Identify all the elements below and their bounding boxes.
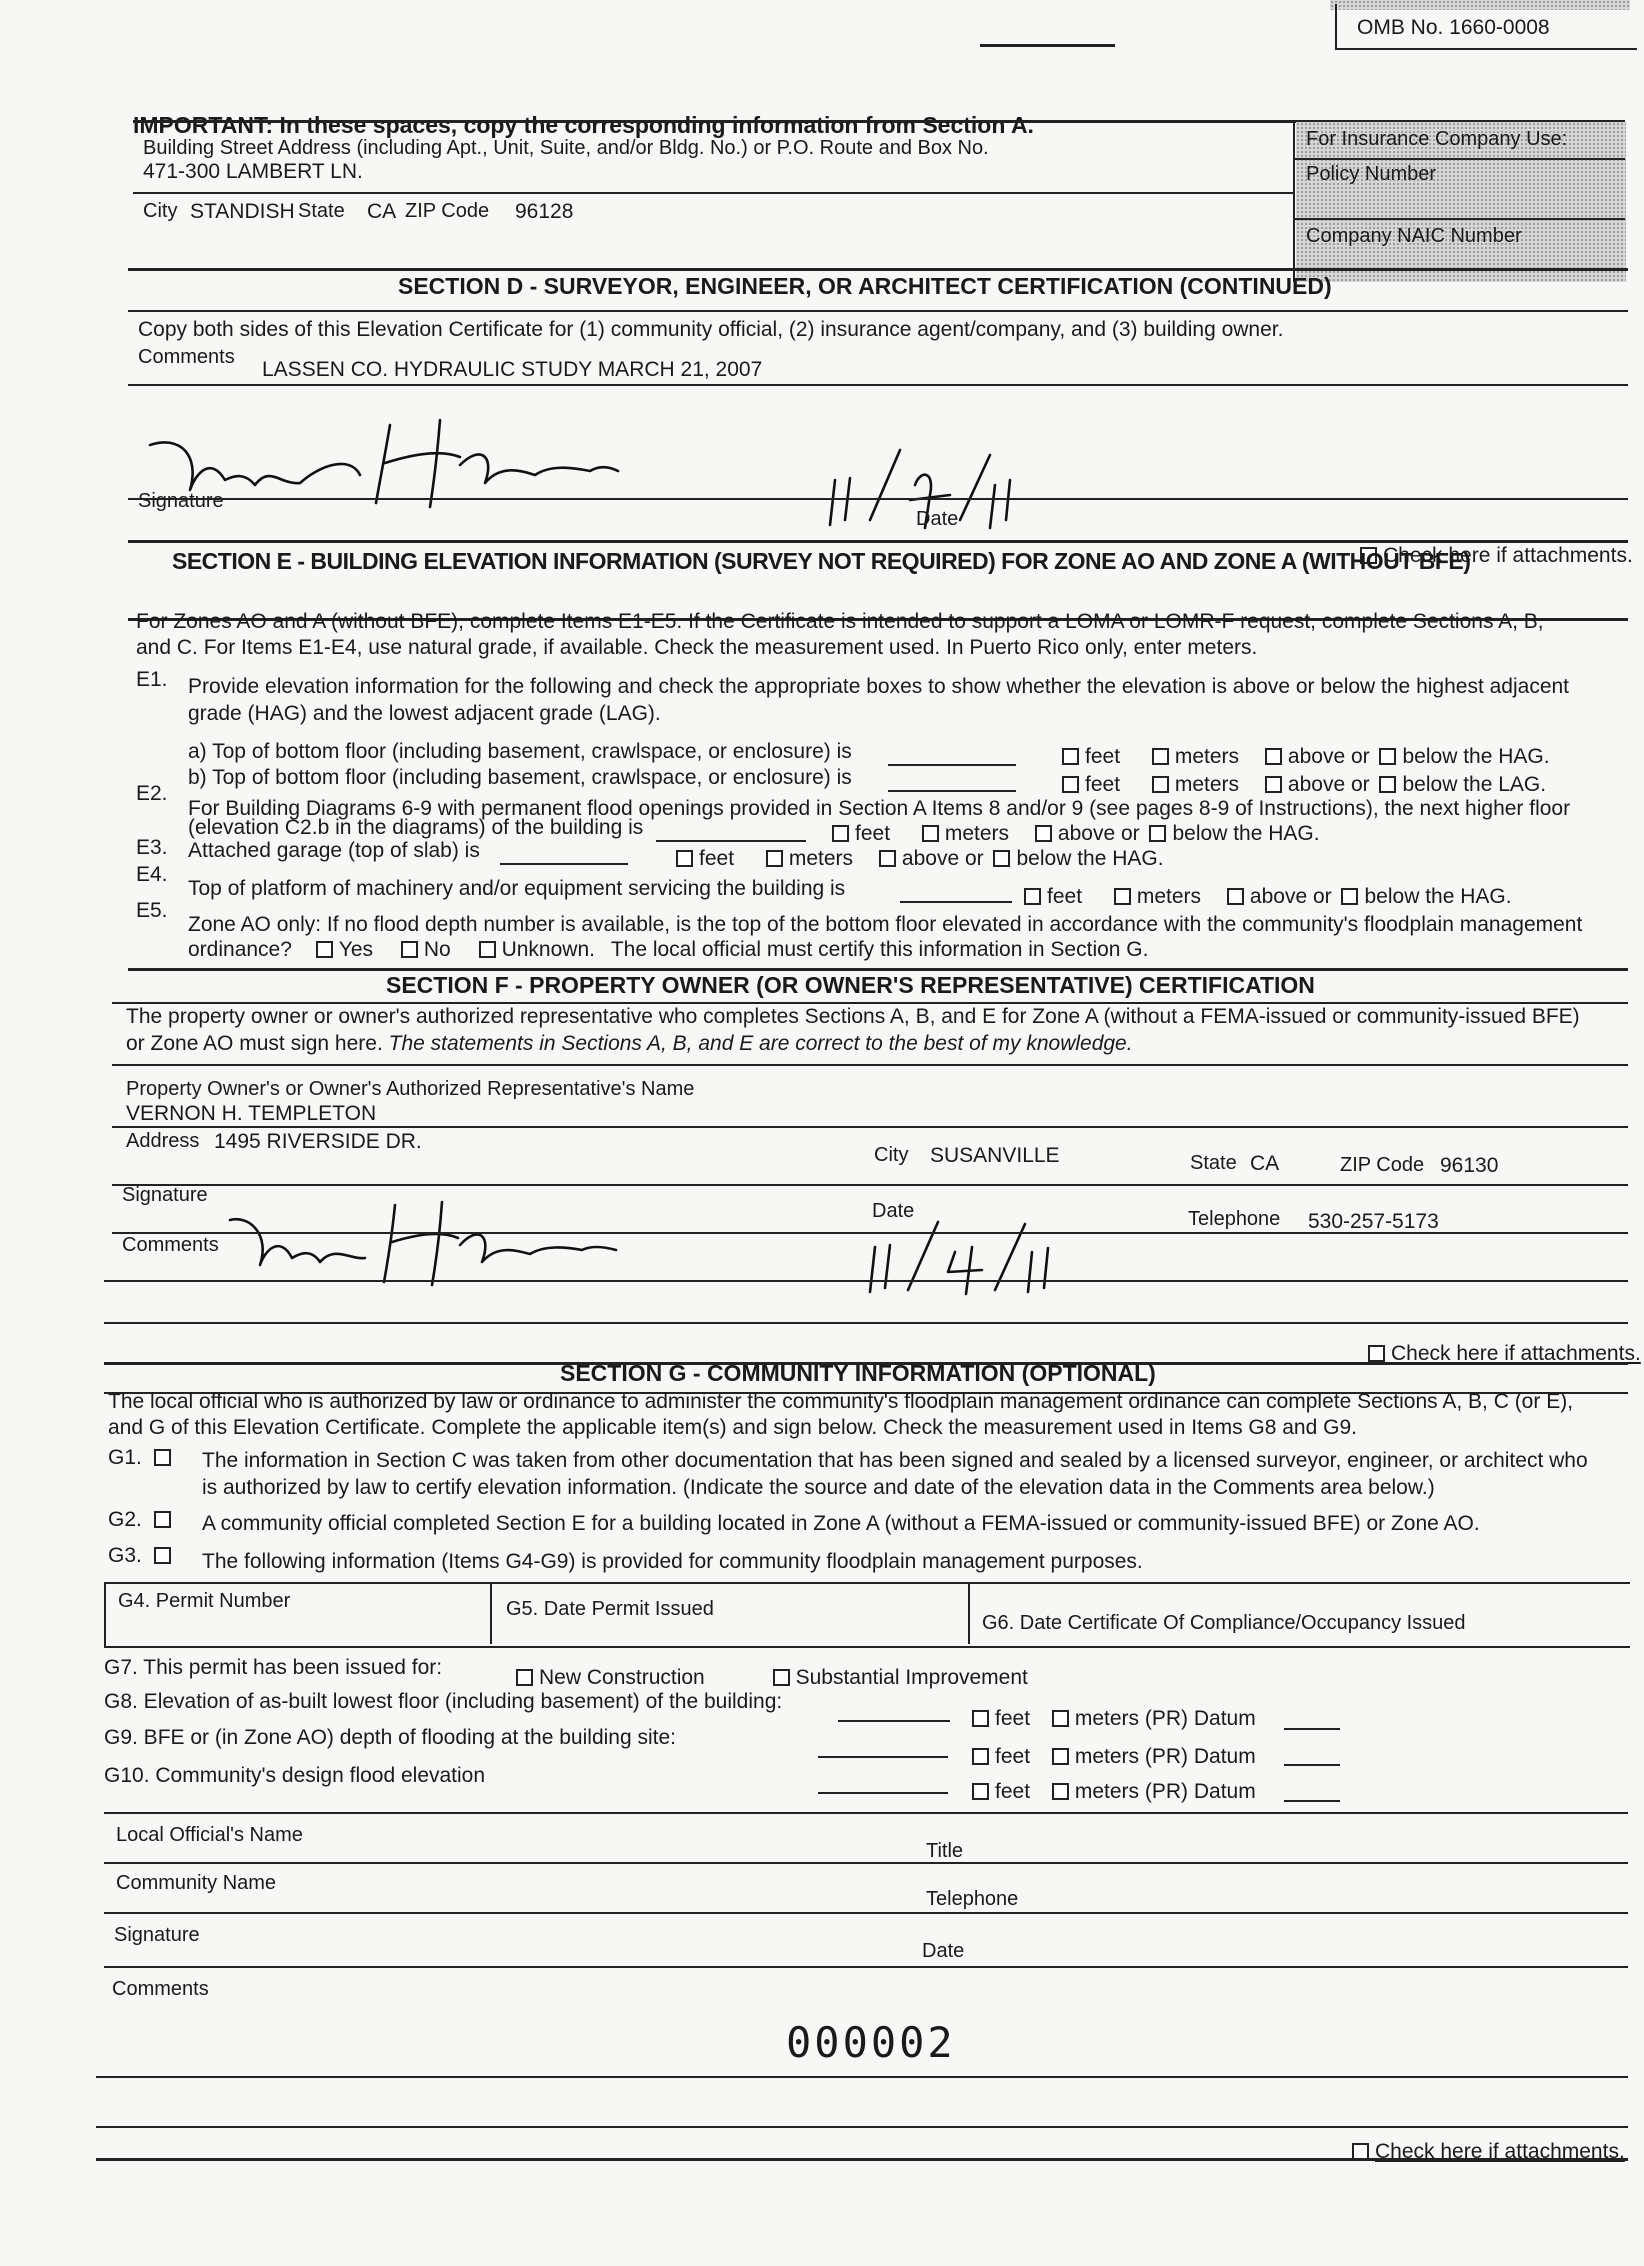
owner-state-label: State xyxy=(1190,1152,1237,1174)
section-f-date-image xyxy=(860,1212,1060,1297)
e3-above-label: above or xyxy=(901,847,984,870)
e1b-value-field[interactable] xyxy=(888,768,1016,792)
e5-yes-checkbox[interactable] xyxy=(316,941,333,958)
owner-zip-value: 96130 xyxy=(1440,1154,1499,1177)
substantial-improvement-label: Substantial Improvement xyxy=(795,1666,1028,1689)
section-d-comments-value: LASSEN CO. HYDRAULIC STUDY MARCH 21, 2007 xyxy=(262,358,763,381)
section-f-attach-checkbox[interactable] xyxy=(1368,1345,1385,1362)
g10-value-field[interactable] xyxy=(818,1774,948,1794)
g9-text: G9. BFE or (in Zone AO) depth of flooding at the building site: xyxy=(104,1726,676,1749)
official-name-label[interactable]: Local Official's Name xyxy=(116,1824,303,1846)
e5-number: E5. xyxy=(136,899,168,922)
g3-checkbox[interactable] xyxy=(154,1547,171,1564)
document-number: 000002 xyxy=(786,2018,956,2067)
owner-state-value: CA xyxy=(1250,1152,1280,1175)
g10-feet-label: feet xyxy=(995,1780,1031,1803)
e1a-below-checkbox[interactable] xyxy=(1379,748,1396,765)
g1-row xyxy=(108,1446,177,1470)
section-d-title-rule xyxy=(128,310,1628,312)
g9-value-field[interactable] xyxy=(818,1738,948,1758)
g8-meters-label: meters (PR) Datum xyxy=(1074,1707,1256,1730)
section-e-top-rule xyxy=(128,540,1628,543)
insurance-rule-1 xyxy=(1293,158,1625,160)
omb-number: OMB No. 1660-0008 xyxy=(1357,16,1550,39)
g8-value-field[interactable] xyxy=(838,1702,950,1722)
e4-above-label: above or xyxy=(1249,885,1332,908)
owner-city-label: City xyxy=(874,1144,909,1166)
e4-number: E4. xyxy=(136,863,168,886)
e3-meters-checkbox[interactable] xyxy=(766,850,783,867)
g10-meters-checkbox[interactable] xyxy=(1052,1783,1069,1800)
e1-text-2: grade (HAG) and the lowest adjacent grade (LAG). xyxy=(188,702,661,725)
e3-number: E3. xyxy=(136,836,168,859)
e5-text-2-row xyxy=(188,938,1148,962)
owner-name-value: VERNON H. TEMPLETON xyxy=(126,1102,377,1125)
e1b-feet-checkbox[interactable] xyxy=(1062,776,1079,793)
e4-text: Top of platform of machinery and/or equipment servicing the building is xyxy=(188,877,846,900)
e1a-above-checkbox[interactable] xyxy=(1265,748,1282,765)
e3-below-label: below the HAG. xyxy=(1016,847,1164,870)
state-value: CA xyxy=(367,200,397,223)
e1b-text: b) Top of bottom floor (including basement, crawlspace, or enclosure) is xyxy=(188,766,852,789)
section-g-intro-2: and G of this Elevation Certificate. Complete the applicable item(s) and sign below. Check the measurement used in Items G8 and G9. xyxy=(108,1416,1357,1439)
g9-options xyxy=(972,1745,1256,1769)
g2-row xyxy=(108,1508,177,1532)
insurance-box-divider xyxy=(1293,120,1295,282)
e4-feet-label: feet xyxy=(1047,885,1083,908)
g1-number: G1. xyxy=(108,1446,142,1469)
e1a-feet-checkbox[interactable] xyxy=(1062,748,1079,765)
section-f-text-1: The property owner or owner's authorized representative who completes Sections A, B, and E for Zone A (without a FEMA-issued or community-issued BFE) xyxy=(126,1005,1580,1028)
g8-datum-field[interactable] xyxy=(1284,1714,1340,1730)
section-f-text-2a: or Zone AO must sign here. xyxy=(126,1032,383,1055)
e4-above-checkbox[interactable] xyxy=(1227,888,1244,905)
g-items-rule xyxy=(104,1812,1628,1814)
g9-meters-label: meters (PR) Datum xyxy=(1074,1745,1256,1768)
owner-city-value: SUSANVILLE xyxy=(930,1144,1060,1167)
e1a-meters-label: meters xyxy=(1174,745,1240,768)
official-signature-rule xyxy=(104,1966,1628,1968)
owner-comments-label: Comments xyxy=(122,1234,219,1256)
section-d-copy-note: Copy both sides of this Elevation Certificate for (1) community official, (2) insurance agent/company, and (3) building owner. xyxy=(138,318,1284,341)
e1-number: E1. xyxy=(136,668,168,691)
e3-text: Attached garage (top of slab) is xyxy=(188,839,480,862)
section-f-signature-image xyxy=(220,1190,620,1290)
g8-text: G8. Elevation of as-built lowest floor (including basement) of the building: xyxy=(104,1690,783,1713)
g1-checkbox[interactable] xyxy=(154,1449,171,1466)
e1b-below-checkbox[interactable] xyxy=(1379,776,1396,793)
official-comments-rule-2 xyxy=(96,2126,1628,2128)
e1a-above-label: above or xyxy=(1287,745,1370,768)
owner-address-rule xyxy=(112,1184,1628,1186)
building-street-label: Building Street Address (including Apt., Unit, Suite, and/or Bldg. No.) or P.O. Route and Box No. xyxy=(143,137,989,159)
g2-text: A community official completed Section E for a building located in Zone A (without a FEMA-issued or community-issued BFE) or Zone AO. xyxy=(202,1512,1480,1535)
e5-yes-label: Yes xyxy=(338,938,374,961)
community-telephone-label[interactable]: Telephone xyxy=(926,1888,1019,1910)
e2-number: E2. xyxy=(136,782,168,805)
e2-feet-label: feet xyxy=(855,822,891,845)
naic-label: Company NAIC Number xyxy=(1306,225,1522,247)
g3-text: The following information (Items G4-G9) is provided for community floodplain management purposes. xyxy=(202,1550,1143,1573)
e4-options xyxy=(1024,885,1512,909)
e5-unknown-label: Unknown. xyxy=(501,938,595,961)
city-label: City xyxy=(143,200,178,222)
e5-text-2: ordinance? xyxy=(188,938,292,961)
e4-below-label: below the HAG. xyxy=(1364,885,1512,908)
zip-label: ZIP Code xyxy=(405,200,490,222)
community-name-label[interactable]: Community Name xyxy=(116,1872,277,1894)
e2-options xyxy=(832,822,1320,846)
e3-feet-label: feet xyxy=(699,847,735,870)
section-d-top-rule xyxy=(128,268,1628,271)
owner-address-label: Address xyxy=(126,1130,200,1152)
e1a-meters-checkbox[interactable] xyxy=(1152,748,1169,765)
permit-divider-2 xyxy=(968,1582,970,1644)
section-d-comments-rule xyxy=(128,384,1628,386)
e3-value-field[interactable] xyxy=(500,841,628,865)
new-construction-checkbox[interactable] xyxy=(516,1669,533,1686)
zip-value: 96128 xyxy=(515,200,574,223)
g7-options xyxy=(516,1666,1028,1690)
section-f-top-rule xyxy=(128,968,1628,971)
g2-number: G2. xyxy=(108,1508,142,1531)
e4-meters-label: meters xyxy=(1136,885,1202,908)
g1-text-1: The information in Section C was taken from other documentation that has been signed and sealed by a licensed surveyor, engineer, or architect who xyxy=(202,1449,1588,1472)
e3-below-checkbox[interactable] xyxy=(993,850,1010,867)
owner-signature-rule xyxy=(112,1232,1628,1234)
e1b-options xyxy=(1062,773,1546,797)
g10-datum-field[interactable] xyxy=(1284,1786,1340,1802)
g1-text-2: is authorized by law to certify elevation information. (Indicate the source and date of the elevation data in the Comments area below.) xyxy=(202,1476,1435,1499)
header-dash-mark xyxy=(980,44,1115,47)
e2-text-2: (elevation C2.b in the diagrams) of the building is xyxy=(188,816,644,839)
e2-meters-checkbox[interactable] xyxy=(922,825,939,842)
e1b-above-label: above or xyxy=(1287,773,1370,796)
section-e-title: SECTION E - BUILDING ELEVATION INFORMATION (SURVEY NOT REQUIRED) FOR ZONE AO AND ZONE A (WITHOUT BFE) xyxy=(172,548,1471,574)
section-f-text-2b: The statements in Sections A, B, and E are correct to the best of my knowledge. xyxy=(388,1032,1133,1055)
g10-meters-label: meters (PR) Datum xyxy=(1074,1780,1256,1803)
section-e-intro-2: and C. For Items E1-E4, use natural grade, if available. Check the measurement used. In Puerto Rico only, enter meters. xyxy=(136,636,1258,659)
omb-number-box xyxy=(1335,4,1637,50)
section-d-title: SECTION D - SURVEYOR, ENGINEER, OR ARCHITECT CERTIFICATION (CONTINUED) xyxy=(398,273,1332,299)
e2-text-1: For Building Diagrams 6-9 with permanent flood openings provided in Section A Items 8 and/or 9 (see pages 8-9 of Instructions), the next higher floor xyxy=(188,797,1571,820)
g3-row xyxy=(108,1544,177,1568)
e1b-above-checkbox[interactable] xyxy=(1265,776,1282,793)
city-value: STANDISH xyxy=(190,200,295,223)
e3-above-checkbox[interactable] xyxy=(879,850,896,867)
g5-date-permit-issued[interactable]: G5. Date Permit Issued xyxy=(506,1598,714,1620)
g8-feet-checkbox[interactable] xyxy=(972,1710,989,1727)
g9-meters-checkbox[interactable] xyxy=(1052,1748,1069,1765)
g4-permit-number[interactable]: G4. Permit Number xyxy=(118,1590,291,1612)
g8-feet-label: feet xyxy=(995,1707,1031,1730)
e2-feet-checkbox[interactable] xyxy=(832,825,849,842)
e2-below-label: below the HAG. xyxy=(1172,822,1320,845)
section-d-date-label: Date xyxy=(916,508,959,530)
g2-checkbox[interactable] xyxy=(154,1511,171,1528)
section-f-title: SECTION F - PROPERTY OWNER (OR OWNER'S REPRESENTATIVE) CERTIFICATION xyxy=(386,972,1315,998)
g6-date-certificate[interactable]: G6. Date Certificate Of Compliance/Occupancy Issued xyxy=(982,1612,1466,1634)
g7-text: G7. This permit has been issued for: xyxy=(104,1656,443,1679)
section-d-signature-rule xyxy=(128,498,1628,500)
official-signature-label[interactable]: Signature xyxy=(114,1924,200,1946)
owner-name-rule xyxy=(112,1126,1628,1128)
e1b-below-label: below the LAG. xyxy=(1402,773,1547,796)
new-construction-label: New Construction xyxy=(539,1666,705,1689)
section-d-attach-label: Check here if attachments. xyxy=(1383,544,1633,567)
official-name-rule xyxy=(104,1862,1628,1864)
owner-telephone-value: 530-257-5173 xyxy=(1308,1210,1439,1233)
e5-text-1: Zone AO only: If no flood depth number is available, is the top of the bottom floor elevated in accordance with the community's floodplain management xyxy=(188,913,1583,936)
e5-no-checkbox[interactable] xyxy=(401,941,418,958)
e1a-options xyxy=(1062,745,1550,769)
g10-text: G10. Community's design flood elevation xyxy=(104,1764,486,1787)
official-title-label[interactable]: Title xyxy=(926,1840,964,1862)
e1b-meters-checkbox[interactable] xyxy=(1152,776,1169,793)
section-d-signature-label: Signature xyxy=(138,490,224,512)
section-f-text-2 xyxy=(126,1032,1133,1056)
g8-meters-checkbox[interactable] xyxy=(1052,1710,1069,1727)
section-g-title: SECTION G - COMMUNITY INFORMATION (OPTIONAL) xyxy=(560,1360,1156,1386)
section-g-intro-1: The local official who is authorized by law or ordinance to administer the community's floodplain management ordinance can complete Sections A, B, C (or E), xyxy=(108,1390,1574,1413)
e2-meters-label: meters xyxy=(944,822,1010,845)
section-f-text-rule xyxy=(112,1064,1628,1066)
building-street-value: 471-300 LAMBERT LN. xyxy=(143,160,363,183)
owner-zip-label: ZIP Code xyxy=(1340,1154,1425,1176)
e1a-value-field[interactable] xyxy=(888,742,1016,766)
g10-feet-checkbox[interactable] xyxy=(972,1783,989,1800)
g9-datum-field[interactable] xyxy=(1284,1750,1340,1766)
insurance-use-label: For Insurance Company Use: xyxy=(1306,128,1568,150)
owner-signature-label: Signature xyxy=(122,1184,208,1206)
e5-unknown-checkbox[interactable] xyxy=(479,941,496,958)
e2-above-label: above or xyxy=(1057,822,1140,845)
e1a-text: a) Top of bottom floor (including basement, crawlspace, or enclosure) is xyxy=(188,740,852,763)
section-e-intro-1: For Zones AO and A (without BFE), complete Items E1-E5. If the Certificate is intended to support a LOMA or LOMR-F request, complete Sections A, B, xyxy=(136,610,1544,633)
official-comments-label[interactable]: Comments xyxy=(112,1978,209,2000)
e2-above-checkbox[interactable] xyxy=(1035,825,1052,842)
e2-value-field[interactable] xyxy=(656,818,806,842)
owner-name-label: Property Owner's or Owner's Authorized Representative's Name xyxy=(126,1078,695,1100)
e4-meters-checkbox[interactable] xyxy=(1114,888,1131,905)
section-g-attach-label: Check here if attachments. xyxy=(1375,2140,1625,2163)
policy-number-label: Policy Number xyxy=(1306,163,1437,185)
e4-below-checkbox[interactable] xyxy=(1341,888,1358,905)
header-mid-rule xyxy=(133,192,1293,194)
e4-value-field[interactable] xyxy=(900,879,1012,903)
e1b-feet-label: feet xyxy=(1085,773,1121,796)
section-d-comments-label: Comments xyxy=(138,346,235,368)
e4-feet-checkbox[interactable] xyxy=(1024,888,1041,905)
e5-tail-text: The local official must certify this information in Section G. xyxy=(610,938,1149,961)
community-name-rule xyxy=(104,1912,1628,1914)
insurance-rule-2 xyxy=(1293,218,1625,220)
substantial-improvement-checkbox[interactable] xyxy=(773,1669,790,1686)
owner-date-label: Date xyxy=(872,1200,915,1222)
e1b-meters-label: meters xyxy=(1174,773,1240,796)
owner-telephone-label: Telephone xyxy=(1188,1208,1281,1230)
owner-comments-rule-2 xyxy=(104,1322,1628,1324)
g3-number: G3. xyxy=(108,1544,142,1567)
permit-divider-1 xyxy=(490,1582,492,1644)
e3-meters-label: meters xyxy=(788,847,854,870)
e1a-below-label: below the HAG. xyxy=(1402,745,1550,768)
e5-no-label: No xyxy=(423,938,451,961)
page-bottom-rule xyxy=(96,2158,1628,2161)
g10-options xyxy=(972,1780,1256,1804)
state-label: State xyxy=(298,200,345,222)
e1-text-1: Provide elevation information for the following and check the appropriate boxes to show whether the elevation is above or below the highest adjacent xyxy=(188,675,1570,698)
important-note: IMPORTANT: In these spaces, copy the corresponding information from Section A. xyxy=(133,112,1034,138)
section-f-attach-label: Check here if attachments. xyxy=(1391,1342,1641,1365)
e2-below-checkbox[interactable] xyxy=(1149,825,1166,842)
g8-options xyxy=(972,1707,1256,1731)
official-comments-rule-1 xyxy=(96,2076,1628,2078)
owner-address-value: 1495 RIVERSIDE DR. xyxy=(214,1130,422,1153)
e1a-feet-label: feet xyxy=(1085,745,1121,768)
section-f-title-rule xyxy=(112,1002,1628,1004)
g9-feet-label: feet xyxy=(995,1745,1031,1768)
g9-feet-checkbox[interactable] xyxy=(972,1748,989,1765)
e3-options xyxy=(676,847,1164,871)
owner-comments-rule-1 xyxy=(104,1280,1628,1282)
official-date-label[interactable]: Date xyxy=(922,1940,965,1962)
e3-feet-checkbox[interactable] xyxy=(676,850,693,867)
